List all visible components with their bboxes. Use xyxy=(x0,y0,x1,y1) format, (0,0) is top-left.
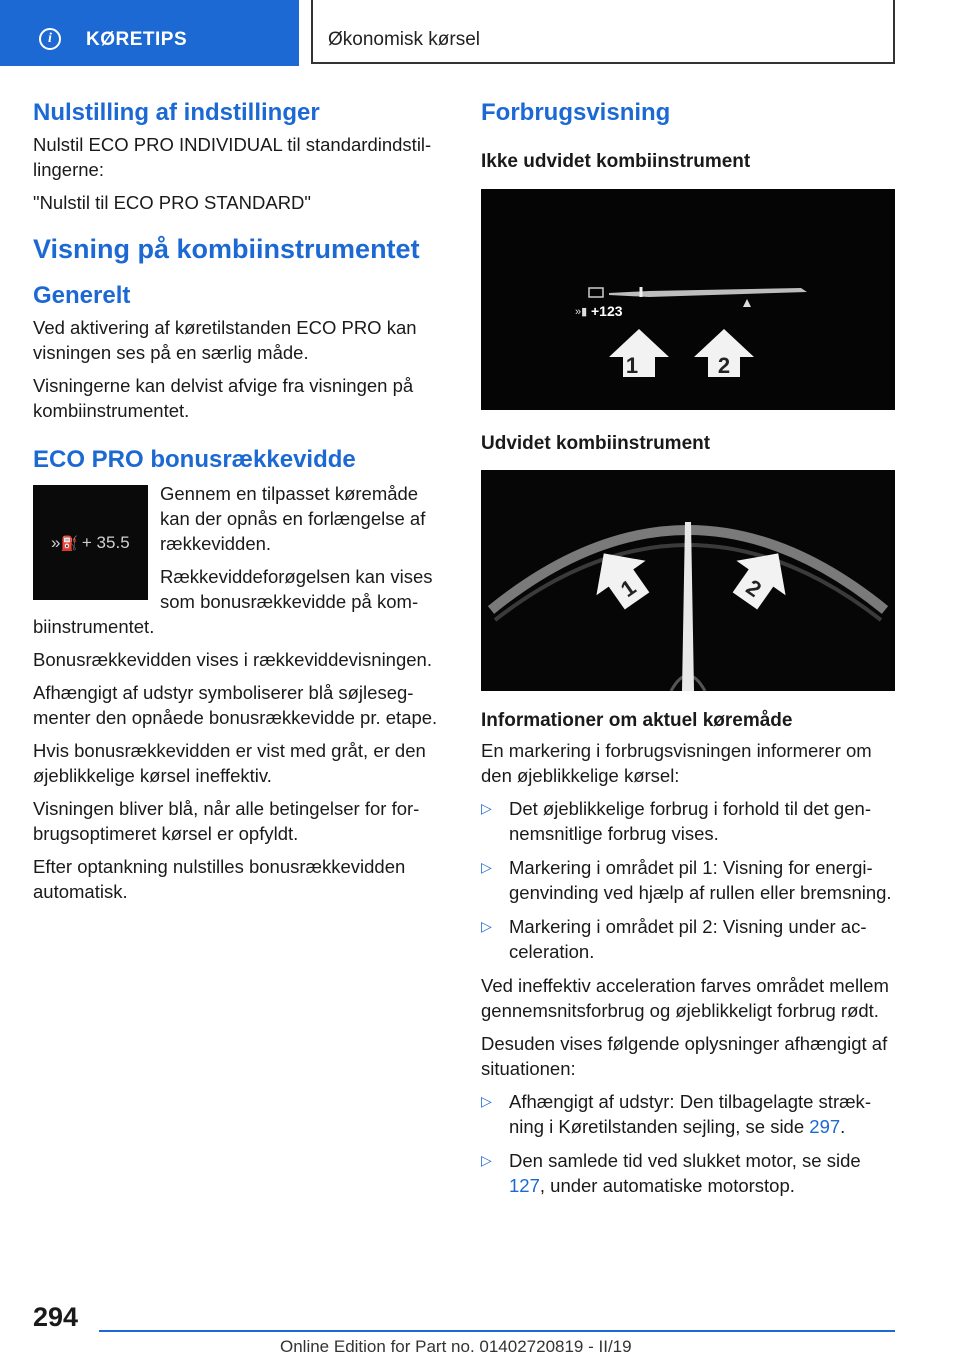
page-link-127[interactable]: 127 xyxy=(509,1175,540,1197)
bonus-paragraph-1: Gennem en tilpasset køremåde kan der opnås en forlængelse af rækkevidden. xyxy=(160,482,426,554)
not-extended-heading: Ikke udvidet kombiinstrument xyxy=(481,151,751,172)
edition-text: Online Edition for Part no. 01402720819 - II/19 xyxy=(280,1337,632,1356)
svg-text:2: 2 xyxy=(741,574,767,603)
bonus-paragraph-5: Hvis bonusrækkevidden er vist med gråt, er den øjeblikkelige kørsel ineffektiv. xyxy=(33,739,426,786)
chapter-header xyxy=(311,0,895,64)
bonus-section xyxy=(33,481,443,904)
general-paragraph-1: Ved aktivering af køretilstanden ECO PRO kan visningen ses på en særlig måde. xyxy=(33,316,417,363)
bonus-paragraph-7: Efter optankning nulstilles bonusrækkevidden automatisk. xyxy=(33,855,406,902)
not-extended-instrument-image xyxy=(481,189,895,410)
info-bullet-list xyxy=(481,796,895,964)
reset-paragraph: Nulstil ECO PRO INDIVIDUAL til standardindstillingerne: xyxy=(33,134,432,180)
chapter-title: Økonomisk kørsel xyxy=(328,29,481,50)
bonus-range-display-image xyxy=(33,485,148,600)
section-label: KØRETIPS xyxy=(86,29,188,50)
bonus-paragraph-4: Afhængigt af udstyr symboliserer blå søjlesegmenter den opnåede bonusrækkevidde pr. etape. xyxy=(33,681,438,728)
info-paragraph-2: Ved ineffektiv acceleration farves området mellem gennemsnitsforbrug og øjeblikkeligt forbrug rødt. xyxy=(481,975,889,1022)
reset-menu-path: "Nulstil til ECO PRO STANDARD" xyxy=(33,192,311,213)
svg-text:»▮: »▮ xyxy=(575,305,588,318)
general-heading: Generelt xyxy=(33,281,131,309)
bonus-paragraph-3: Bonusrækkevidden vises i rækkeviddevisningen. xyxy=(33,648,432,670)
fuel-pump-icon: ⛽ xyxy=(60,534,78,551)
triangle-bullet-icon: ▷ xyxy=(481,800,492,817)
general-paragraph-2: Visningerne kan delvist afvige fra visningen på kombiinstrumentet. xyxy=(33,374,414,421)
chevrons-icon: » xyxy=(51,532,61,552)
info-heading: Informationer om aktuel køremåde xyxy=(481,710,793,732)
list-item: ▷ Markering i området pil 2: Visning under acceleration. xyxy=(481,916,867,963)
triangle-bullet-icon: ▷ xyxy=(481,1093,492,1110)
reset-heading: Nulstilling af indstillinger xyxy=(33,99,320,126)
extended-heading: Udvidet kombiinstrument xyxy=(481,432,711,454)
info-paragraph-1: En markering i forbrugsvisningen informerer om den øjeblikkelige kørsel: xyxy=(481,740,872,787)
section-tab[interactable] xyxy=(0,0,299,66)
triangle-bullet-icon: ▷ xyxy=(481,1152,492,1169)
arrow-1-label: 1 xyxy=(625,352,639,378)
bonus-paragraph-2: Rækkeviddeforøgelsen kan vises som bonusrækkevidde på kombiinstrumentet. xyxy=(33,565,433,637)
list-item: ▷ Markering i området pil 1: Visning for energigenvinding ved hjælp af rullen eller bremsning. xyxy=(481,857,892,904)
consumption-value: +123 xyxy=(591,302,623,319)
left-column xyxy=(33,98,443,904)
footer-divider xyxy=(99,1330,895,1332)
list-item: ▷ Afhængigt af udstyr: Den tilbagelagte strækning i Køretilstanden sejling, se side 297. xyxy=(481,1091,871,1138)
page-number: 294 xyxy=(33,1302,79,1332)
bonus-range-value: + 35.5 xyxy=(81,532,130,552)
list-item: ▷ Den samlede tid ved slukket motor, se side 127, under automatiske motorstop. xyxy=(481,1150,861,1197)
consumption-heading: Forbrugsvisning xyxy=(481,99,671,126)
right-column xyxy=(481,98,895,1207)
triangle-bullet-icon: ▷ xyxy=(481,918,492,935)
page-link-297[interactable]: 297 xyxy=(809,1116,841,1138)
display-heading: Visning på kombiinstrumentet xyxy=(33,234,420,264)
bonus-heading: ECO PRO bonusrækkevidde xyxy=(33,445,356,473)
svg-text:1: 1 xyxy=(615,574,641,603)
triangle-bullet-icon: ▷ xyxy=(481,859,492,876)
info-icon: i xyxy=(39,28,61,50)
list-item: ▷ Det øjeblikkelige forbrug i forhold til det gennemsnitlige forbrug vises. xyxy=(481,798,871,845)
info-paragraph-3: Desuden vises følgende oplysninger afhængigt af situationen: xyxy=(481,1033,888,1080)
bonus-paragraph-6: Visningen bliver blå, når alle betingelser for forbrugsoptimeret kørsel er opfyldt. xyxy=(33,797,420,844)
situation-bullet-list xyxy=(481,1089,895,1198)
extended-instrument-image xyxy=(481,470,895,691)
arrow-2-label: 2 xyxy=(717,352,731,378)
